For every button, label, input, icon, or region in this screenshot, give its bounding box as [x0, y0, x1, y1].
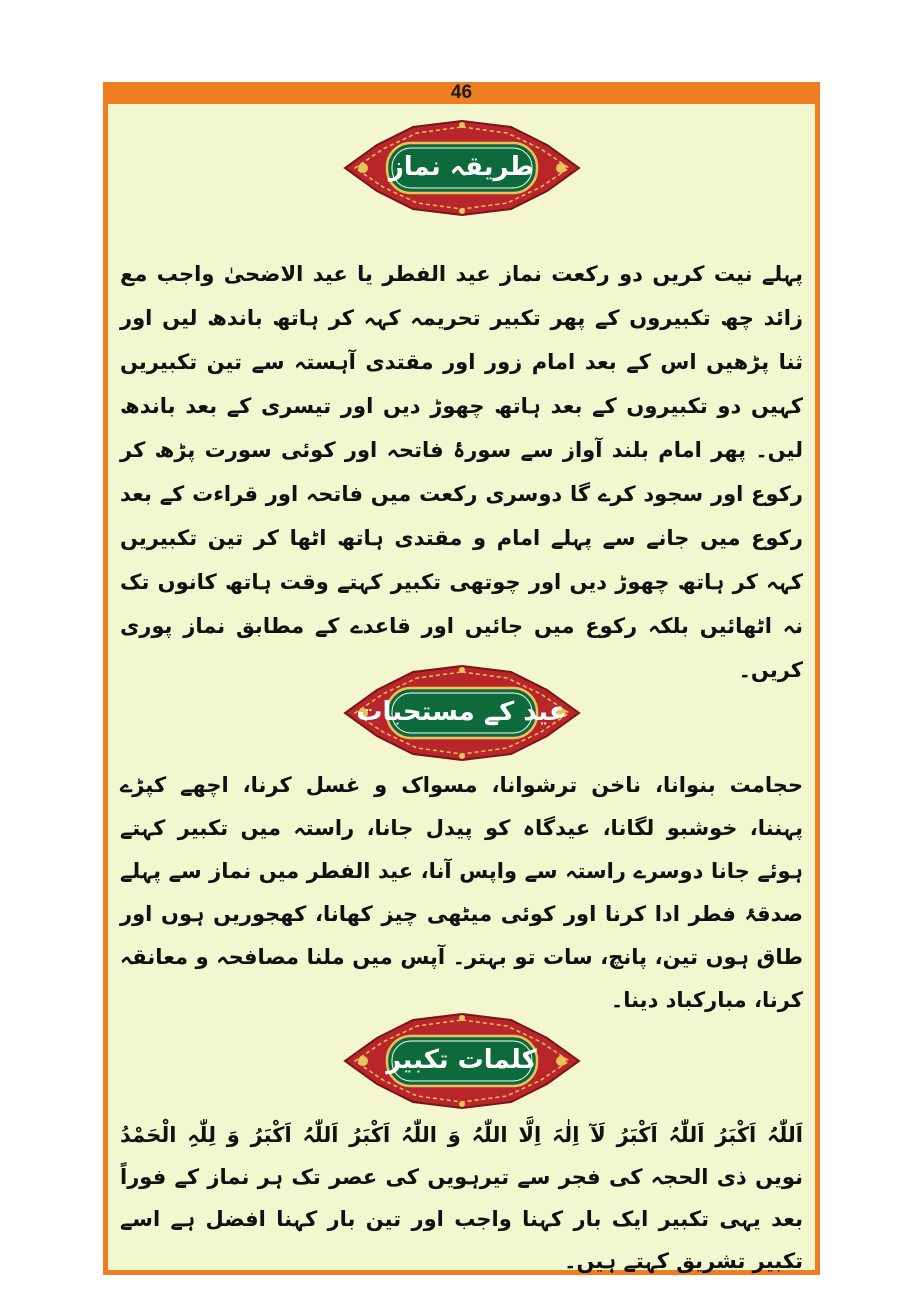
- section-heading-takbir-words: کلمات تکبیر: [386, 1044, 537, 1075]
- page-number: 46: [450, 82, 473, 103]
- paragraph-eid-recommended-acts: حجامت بنوانا، ناخن ترشوانا، مسواک و غسل کرنا، اچھے کپڑے پہننا، خوشبو لگانا، عیدگاہ کو پیدل جانا، راستہ میں تکبیر کہتے ہوئے جانا دوسرے راستہ سے واپس آنا، عید الفطر میں نماز سے پہلے صدقۂ فطر ادا کرنا اور کوئی میٹھی چیز کھانا، کھجوریں ہوں اور طاق ہوں تین، پانچ، سات تو بہتر۔ آپس میں ملنا مصافحہ و معانقہ کرنا، مبارکباد دینا۔: [120, 773, 803, 1012]
- section-heading-salah-method: طریقہ نماز: [388, 151, 535, 182]
- heading-ornament-salah-method: [343, 119, 581, 217]
- paragraph-takbir-words: اَللّٰہُ اَکْبَرُ اَللّٰہُ اَکْبَرُ لَآ اِلٰہَ اِلَّا اللّٰہُ وَ اللّٰہُ اَکْبَرُ اَللّٰہُ اَکْبَرُ وَ لِلّٰہِ الْحَمْدُ نویں ذی الحجہ کی فجر سے تیرہویں کی عصر تک ہر نماز کے فوراً بعد یہی تکبیر ایک بار کہنا واجب اور تین بار کہنا افضل ہے اسے تکبیر تشریق کہتے ہیں۔: [120, 1123, 803, 1273]
- page-frame: [103, 82, 820, 1275]
- paragraph-salah-method: پہلے نیت کریں دو رکعت نماز عید الفطر یا عید الاضحیٰ واجب مع زائد چھ تکبیروں کے پھر تکبیر تحریمہ کہہ کر ہاتھ باندھ لیں اور ثنا پڑھیں اس کے بعد امام زور اور مقتدی آہستہ سے تین تکبیریں کہیں دو تکبیروں کے بعد ہاتھ چھوڑ دیں اور تیسری کے بعد باندھ لیں۔ پھر امام بلند آواز سے سورۂ فاتحہ اور کوئی سورت پڑھ کر رکوع اور سجود کرے گا دوسری رکعت میں فاتحہ اور قراءت کے بعد رکوع میں جانے سے پہلے امام و مقتدی ہاتھ اٹھا کر تین تکبیریں کہہ کر ہاتھ چھوڑ دیں اور چوتھی تکبیر کہتے وقت ہاتھ کانوں تک نہ اٹھائیں بلکہ رکوع میں جائیں اور قاعدے کے مطابق نماز پوری کریں۔: [120, 262, 803, 682]
- heading-ornament-takbir-words: [343, 1012, 581, 1110]
- section-heading-eid-recommended-acts: عید کے مستحبات: [356, 696, 567, 727]
- heading-ornament-eid-recommended-acts: [343, 664, 581, 762]
